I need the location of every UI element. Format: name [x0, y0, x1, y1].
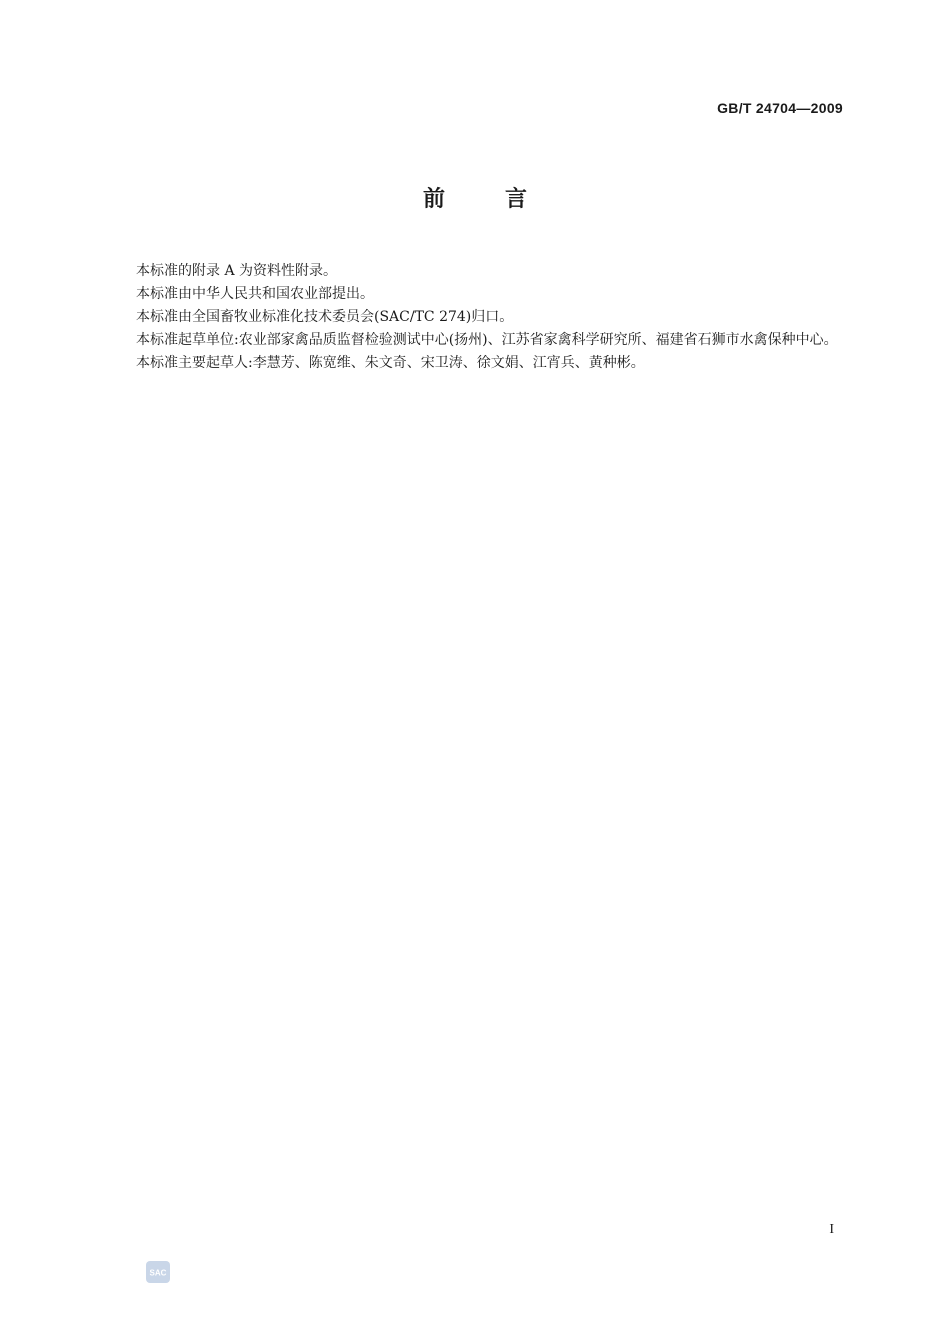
sac-logo-icon [145, 1260, 171, 1284]
page-title: 前言 [422, 187, 587, 212]
page-number: I [829, 1222, 834, 1237]
paragraph-appendix: 本标准的附录 A 为资料性附录。 [136, 263, 338, 279]
svg-text:SAC: SAC [149, 1268, 167, 1278]
paragraph-drafters: 本标准主要起草人:李慧芳、陈宽维、朱文奇、宋卫涛、徐文娟、江宵兵、黄种彬。 [136, 355, 645, 371]
paragraph-drafting-units: 本标准起草单位:农业部家禽品质监督检验测试中心(扬州)、江苏省家禽科学研究所、福建省石狮市水禽保种中心。 [136, 332, 838, 348]
standard-code: GB/T 24704—2009 [717, 100, 843, 116]
foreword-body [108, 260, 844, 375]
paragraph-committee: 本标准由全国畜牧业标准化技术委员会(SAC/TC 274)归口。 [136, 309, 514, 325]
paragraph-proposer: 本标准由中华人民共和国农业部提出。 [136, 286, 374, 302]
